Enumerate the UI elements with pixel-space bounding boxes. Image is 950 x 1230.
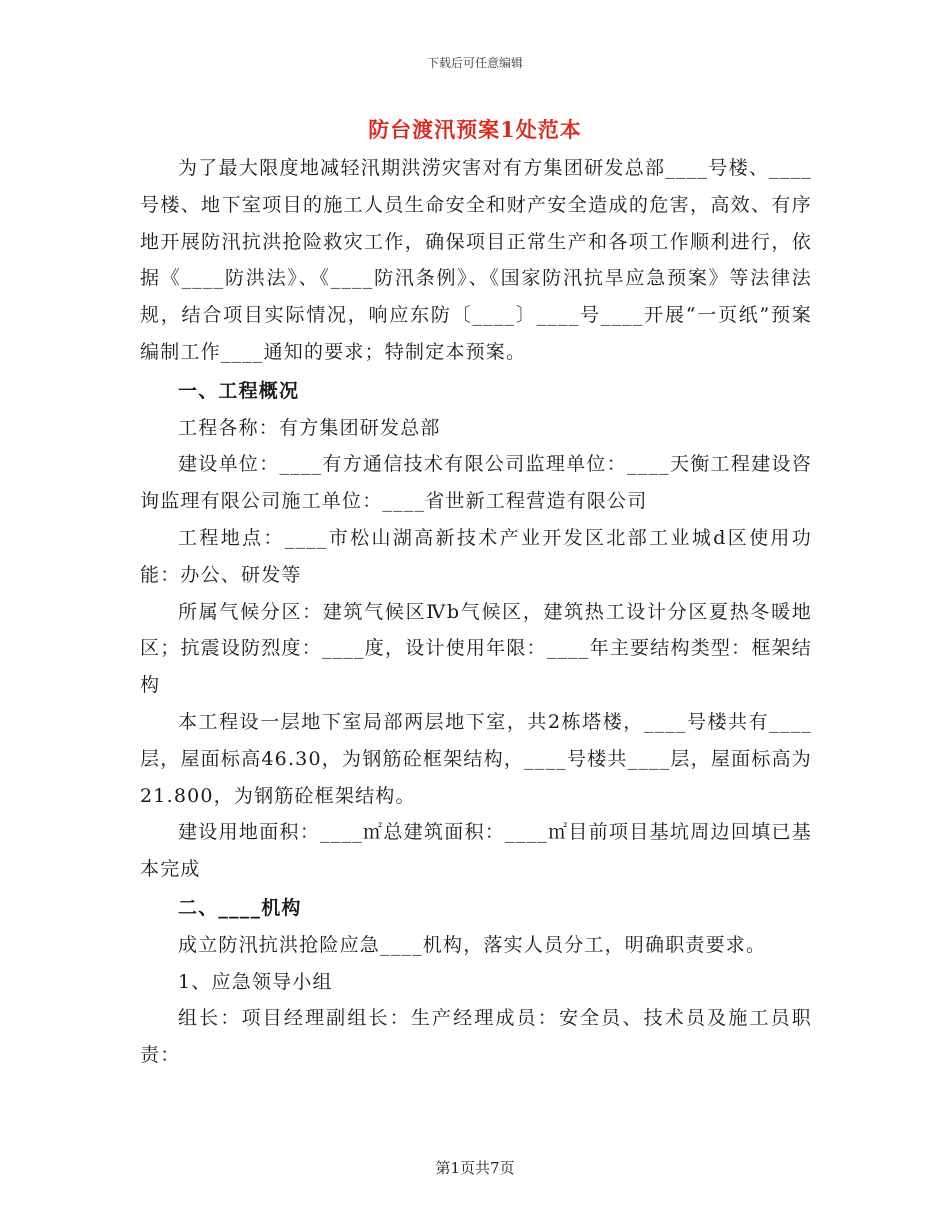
land-area-paragraph: 建设用地面积：____㎡总建筑面积：____㎡目前项目基坑周边回填已基本完成 — [140, 821, 812, 881]
building-description-paragraph: 本工程设一层地下室局部两层地下室，共2栋塔楼，____号楼共有____层，屋面标高46.30，为钢筋砼框架结构，____号楼共____层，屋面标高为21.800，为钢筋砼框架结构。 — [140, 710, 812, 807]
project-location-paragraph: 工程地点：____市松山湖高新技术产业开发区北部工业城d区使用功能：办公、研发等 — [140, 526, 812, 586]
organization-paragraph: 成立防汛抗洪抢险应急____机构，落实人员分工，明确职责要求。 — [178, 933, 767, 956]
section-heading-organization: 二、____机构 — [178, 896, 302, 919]
document-title: 防台渡汛预案1处范本 — [368, 117, 582, 142]
subsection-heading-leadership-group: 1、应急领导小组 — [178, 970, 333, 993]
intro-paragraph: 为了最大限度地减轻汛期洪涝灾害对有方集团研发总部____号楼、____号楼、地下室项目的施工人员生命安全和财产安全造成的危害，高效、有序地开展防汛抗洪抢险救灾工作，确保项目正常生产和各项工作顺利进行，依据《____防洪法》、《____防汛条例》、《国家防汛抗旱应急预案》等法律法规，结合项目实际情况，响应东防〔____〕____号____开展“一页纸”预案编制工作____通知的要求；特制定本预案。 — [140, 157, 812, 363]
construction-units-paragraph: 建设单位：____有方通信技术有限公司监理单位：____天衡工程建设咨询监理有限公司施工单位：____省世新工程营造有限公司 — [140, 453, 812, 513]
page-footer: 第1页共7页 — [435, 1159, 515, 1177]
section-heading-project-overview: 一、工程概况 — [178, 379, 300, 402]
header-note: 下载后可任意编辑 — [426, 56, 523, 70]
climate-zone-paragraph: 所属气候分区：建筑气候区Ⅳb气候区，建筑热工设计分区夏热冬暖地区；抗震设防烈度：____度，设计使用年限：____年主要结构类型：框架结构 — [140, 600, 812, 697]
project-name-paragraph: 工程各称：有方集团研发总部 — [178, 416, 441, 439]
document-body — [140, 150, 812, 1074]
leadership-roles-paragraph: 组长：项目经理副组长：生产经理成员：安全员、技术员及施工员职责： — [140, 1007, 812, 1067]
